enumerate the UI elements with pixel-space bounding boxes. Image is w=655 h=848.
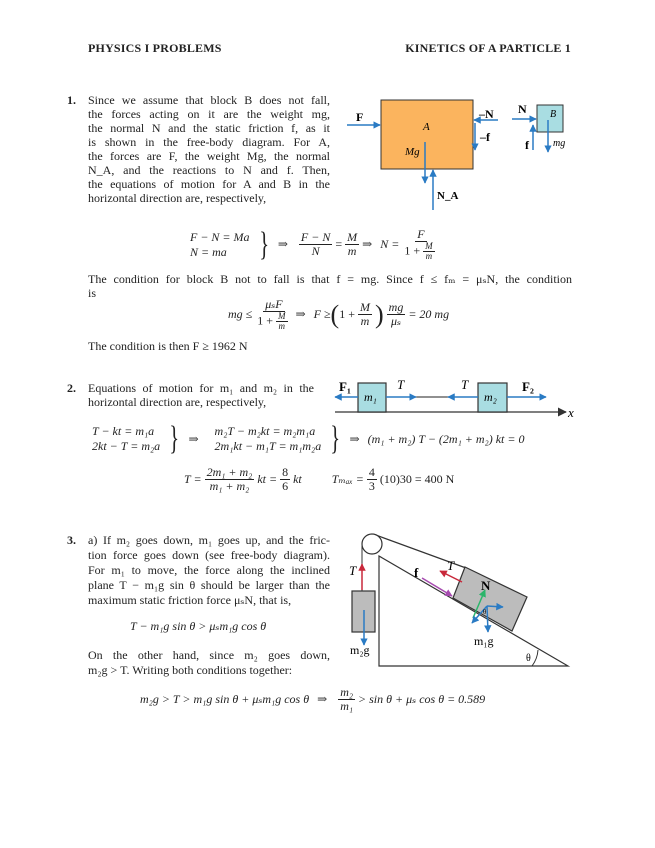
label-NA: N_A	[437, 190, 459, 202]
result: > sin θ + μₛ cos θ = 0.589	[358, 692, 486, 706]
implies: ⇒	[362, 237, 373, 251]
lhs: T =	[184, 472, 202, 486]
text-line: the forces are F, the weight Mg, the normal	[88, 149, 330, 163]
numerator: 8	[282, 465, 289, 479]
numerator: mg	[388, 300, 404, 314]
label-theta: θ	[526, 653, 531, 664]
label-F: F	[356, 110, 364, 124]
one-plus: 1 +	[404, 243, 421, 258]
implies: ⇒	[295, 307, 306, 321]
text-line: maximum static friction force μₛN, that is,	[88, 593, 292, 607]
denominator: μₛ	[390, 314, 402, 328]
angle-arc	[532, 650, 538, 666]
implies: ⇒	[188, 431, 199, 446]
label-theta-small: θ	[483, 608, 487, 616]
header-left: PHYSICS I PROBLEMS	[88, 41, 222, 55]
denominator: m	[425, 251, 433, 261]
label-m1: m₁	[364, 390, 377, 404]
numerator: M	[359, 300, 370, 314]
friction-arrow	[422, 578, 452, 596]
text-line: Equations of motion for m₁ and m₂ in the	[88, 381, 314, 395]
denominator: m₁	[340, 699, 354, 713]
denominator: m₁ + m₂	[209, 479, 250, 493]
text-line: On the other hand, since m₂ goes down,	[88, 648, 330, 662]
problem-3-number: 3.	[67, 533, 76, 547]
text-line: the equations of motion for A and B in the	[88, 177, 330, 191]
denominator: m	[360, 314, 370, 328]
free-body-diagram-1	[347, 100, 565, 210]
numerator: F − N	[300, 230, 331, 244]
text-line: For m₁ to move, the force along the inclined	[88, 563, 330, 577]
paren-right: )	[374, 299, 384, 329]
pulley	[362, 534, 382, 554]
label-f: f	[525, 138, 529, 152]
text-line: tion force goes down (see free-body diagram).	[88, 548, 330, 562]
result: (m₁ + m₂) T − (2m₁ + m₂) kt = 0	[367, 431, 525, 446]
denominator: 3	[368, 479, 375, 493]
kt: kt	[293, 472, 302, 486]
equals: =	[335, 237, 343, 251]
one-plus: 1 +	[339, 307, 355, 321]
label-N: N	[481, 578, 491, 593]
label-Mg: Mg	[405, 146, 420, 158]
implies: ⇒	[317, 692, 328, 706]
mid: F ≥	[313, 307, 331, 321]
label-mg: mg	[553, 138, 566, 149]
label-m2g: m₂g	[350, 643, 370, 657]
text-line: horizontal direction are, respectively,	[88, 191, 267, 205]
lhs: m₂g > T > m₁g sin θ + μₛm₁g cos θ	[140, 692, 310, 706]
numerator: M	[278, 311, 286, 321]
equation-1-1: F − N = Ma N = ma } ⇒ $\frac{F - N}{N}$ = $\frac{M}{m}$ ⇒ N = F 1 + $\frac{M}{m}$	[190, 228, 443, 261]
text-line: is shown in the free-body diagram. For A,	[88, 135, 330, 149]
text-line: plane T − m₁g sin θ should be larger than the	[88, 578, 330, 592]
tmax: Tₘₐₓ =	[331, 472, 364, 486]
numerator: 4	[368, 465, 375, 479]
paren-left: (	[330, 299, 340, 329]
label-B: B	[550, 109, 557, 120]
label-m1g: m₁g	[474, 634, 494, 648]
numerator: m₂	[340, 685, 354, 699]
condition-text-2: is	[88, 286, 97, 300]
numerator: 2m₁ + m₂	[206, 465, 253, 479]
component-arrow	[487, 606, 503, 607]
numerator: M	[347, 230, 358, 244]
label-N: N	[518, 102, 527, 116]
eq-row: F − N = Ma	[190, 229, 250, 244]
one-plus: 1 +	[257, 313, 274, 328]
lhs: N =	[380, 237, 400, 251]
result: = 20 mg	[408, 307, 450, 321]
label-T-block: T	[447, 558, 455, 573]
block-a	[381, 100, 473, 169]
problem-2-number: 2.	[67, 381, 76, 395]
result: (10)30 = 400 N	[379, 472, 455, 486]
equation-3-1: T − m₁g sin θ > μₛm₁g cos θ	[130, 619, 267, 633]
label-T: T	[349, 563, 357, 578]
problem-1-number: 1.	[67, 93, 76, 107]
text-line: a) If m₂ goes down, m₁ goes up, and the fric-	[88, 533, 330, 547]
eq-row: N = ma	[190, 244, 227, 259]
text-line: the normal N and the static friction f, as it	[88, 121, 330, 135]
label-minus-f: –f	[480, 130, 490, 144]
eq-row: m₂T − m₂kt = m₂m₁a	[214, 424, 316, 438]
free-body-diagram-3	[349, 534, 568, 666]
text-line: Since we assume that block B does not fall,	[88, 93, 330, 107]
label-T: T	[397, 377, 405, 392]
text-line: the forces acting on it are the weight mg,	[88, 107, 330, 121]
weight-m1-arrow	[487, 606, 488, 632]
label-T: T	[461, 377, 469, 392]
label-f: f	[414, 565, 419, 580]
numerator: μₛF	[265, 297, 283, 311]
text-line: N_A, and the reactions to N and f. Then,	[88, 163, 330, 177]
label-F1: F₁	[339, 379, 351, 394]
result-text: The condition is then F ≥ 1962 N	[88, 339, 248, 353]
numerator: F	[417, 227, 425, 241]
eq-row: 2m₁kt − m₁T = m₁m₂a	[214, 439, 322, 453]
eq-row: 2kt − T = m₂a	[92, 439, 161, 453]
denominator: m	[347, 244, 357, 258]
denominator: m	[278, 321, 286, 331]
implies: ⇒	[277, 237, 288, 251]
label-F2: F₂	[522, 379, 534, 394]
label-A: A	[423, 121, 430, 133]
text-line: m₂g > T. Writing both conditions together:	[88, 663, 293, 677]
kt: kt =	[257, 472, 278, 486]
free-body-diagram-2	[335, 377, 574, 420]
equation-2-1: T − kt = m₁a 2kt − T = m₂a } ⇒ m₂T − m₂kt = m₂m₁a 2m₁kt − m₁T = m₁m₂a } ⇒ (m₁ + m₂) T − (2m₁ + m₂) kt = 0	[92, 420, 525, 457]
denominator: 6	[282, 479, 289, 493]
numerator: M	[425, 241, 433, 251]
eq-row: T − kt = m₁a	[92, 424, 155, 438]
label-m2: m₂	[484, 390, 497, 404]
label-minus-N: –N	[479, 107, 494, 121]
label-x: x	[568, 405, 574, 420]
text-line: horizontal direction are, respectively,	[88, 395, 267, 409]
lhs: mg ≤	[228, 307, 253, 321]
block-m1	[453, 567, 527, 631]
condition-text: The condition for block B not to fall is that f = mg. Since f ≤ fₘ = μₛN, the condition	[88, 272, 572, 286]
header-right: KINETICS OF A PARTICLE 1	[405, 41, 571, 55]
implies: ⇒	[349, 431, 360, 446]
denominator: N	[311, 244, 320, 258]
